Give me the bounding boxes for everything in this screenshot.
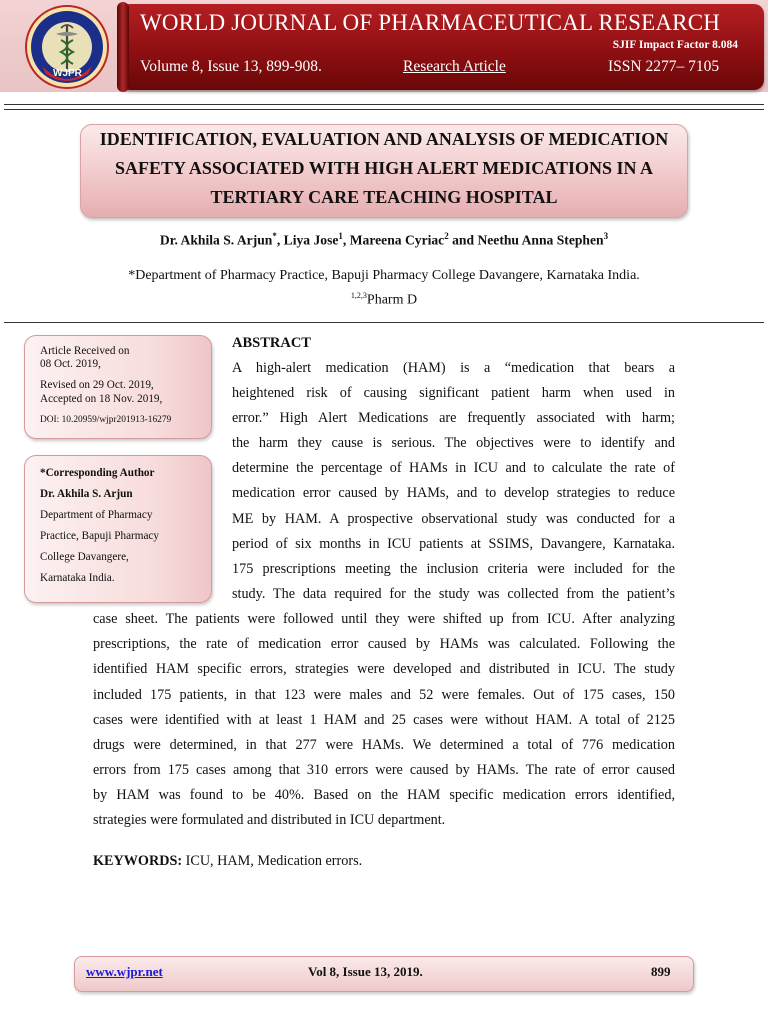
- section-divider: [4, 322, 764, 323]
- abstract-line: cases were identified with at least 1 HAM and 25 cases were without HAM. A total of 2125: [93, 712, 675, 728]
- abstract-line: strategies were formulated and distributed in ICU department.: [93, 812, 446, 828]
- corresponding-address-line: Department of Pharmacy: [40, 509, 153, 521]
- author-marker: 3: [603, 231, 609, 241]
- abstract-line: 175 prescriptions meeting the inclusion criteria were included for the: [232, 561, 675, 577]
- author-marker: 1: [338, 231, 343, 241]
- journal-title: WORLD JOURNAL OF PHARMACEUTICAL RESEARCH: [140, 10, 721, 35]
- degree-text: Pharm D: [366, 292, 418, 308]
- author-name: Dr. Akhila S. Arjun: [159, 232, 273, 248]
- author-name: Mareena Cyriac: [349, 232, 445, 248]
- issn: ISSN 2277– 7105: [608, 58, 720, 75]
- author-separator: and: [448, 232, 478, 248]
- corresponding-name: Dr. Akhila S. Arjun: [40, 488, 133, 500]
- page-number: 899: [651, 964, 671, 979]
- corresponding-address-line: Practice, Bapuji Pharmacy: [40, 530, 159, 542]
- abstract-line: A high-alert medication (HAM) is a “medication that bears a: [232, 360, 675, 376]
- abstract-line: case sheet. The patients were followed until they were shifted up from ICU. After analyzing: [93, 611, 675, 627]
- received-date: 08 Oct. 2019,: [40, 358, 101, 370]
- journal-website-link[interactable]: www.wjpr.net: [86, 964, 163, 979]
- abstract-line: included 175 patients, in that 123 were males and 52 were females. Out of 175 cases, 150: [93, 687, 675, 703]
- abstract-line: errors from 175 cases among that 310 errors were caused by HAMs. The rate of error caused: [93, 762, 675, 778]
- keywords-text: ICU, HAM, Medication errors.: [182, 853, 363, 869]
- author-separator: ,: [276, 232, 284, 248]
- header-divider-bottom: [4, 109, 764, 110]
- accepted-date: Accepted on 18 Nov. 2019,: [40, 393, 163, 405]
- abstract-heading: ABSTRACT: [232, 335, 311, 351]
- author-marker: *: [272, 231, 277, 241]
- logo-abbreviation: WJPR: [53, 68, 82, 79]
- abstract-line: by HAM was found to be 40%. Based on the HAM specific medication errors identified,: [93, 787, 675, 803]
- keywords-label: KEYWORDS:: [93, 853, 183, 869]
- author-list: [0, 231, 768, 249]
- author-name: Neethu Anna Stephen: [477, 232, 604, 248]
- doi: DOI: 10.20959/wjpr201913-16279: [40, 415, 172, 425]
- article-title-line-2: SAFETY ASSOCIATED WITH HIGH ALERT MEDICATIONS IN A: [114, 158, 653, 178]
- degree-marker: 1,2,3: [350, 291, 367, 300]
- received-label: Article Received on: [40, 345, 130, 357]
- journal-logo: [20, 4, 114, 90]
- abstract-line: determine the percentage of HAMs in ICU and to calculate the rate of: [232, 460, 675, 476]
- abstract-line: study. The data required for the study was collected from the patient’s: [232, 586, 675, 602]
- author-name: Liya Jose: [283, 232, 339, 248]
- author-separator: ,: [342, 232, 350, 248]
- abstract-line: heightened risk of causing significant patient harm when used in: [232, 385, 675, 401]
- article-type: Research Article: [403, 58, 506, 75]
- abstract-line: ME by HAM. A prospective observational study was conducted for a: [232, 511, 675, 527]
- degree-line: [0, 291, 768, 309]
- article-title-line-1: IDENTIFICATION, EVALUATION AND ANALYSIS OF MEDICATION: [99, 129, 669, 149]
- abstract-line: medication error caused by HAMs, and to develop strategies to reduce: [232, 485, 675, 501]
- volume-info: Volume 8, Issue 13, 899-908.: [140, 58, 322, 75]
- corresponding-address-line: College Davangere,: [40, 551, 129, 563]
- header-divider-top: [4, 104, 764, 105]
- affiliation: *Department of Pharmacy Practice, Bapuji Pharmacy College Davangere, Karnataka India.: [128, 268, 640, 283]
- abstract-line: drugs were determined, in that 277 were HAMs. We determined a total of 776 medication: [93, 737, 675, 753]
- banner-scroll-edge: [117, 2, 129, 92]
- corresponding-label: *Corresponding Author: [40, 467, 155, 479]
- impact-factor: SJIF Impact Factor 8.084: [612, 39, 738, 51]
- abstract-line: error.” High Alert Medications are frequently associated with harm;: [232, 410, 675, 426]
- abstract-line: period of six months in ICU patients at SSIMS, Davangere, Karnataka.: [232, 536, 675, 552]
- abstract-line: identified HAM specific errors, strategies were developed and distributed in ICU. The study: [93, 661, 675, 677]
- article-title-line-3: TERTIARY CARE TEACHING HOSPITAL: [210, 187, 558, 207]
- revised-date: Revised on 29 Oct. 2019,: [40, 379, 154, 391]
- abstract-line: prescriptions, the rate of medication error caused by HAMs was calculated. Following the: [93, 636, 675, 652]
- corresponding-address-line: Karnataka India.: [40, 572, 115, 584]
- footer-issue: Vol 8, Issue 13, 2019.: [308, 964, 423, 979]
- abstract-line: the harm they cause is serious. The objectives were to identify and: [232, 435, 675, 451]
- keywords: [93, 853, 362, 870]
- author-marker: 2: [444, 231, 449, 241]
